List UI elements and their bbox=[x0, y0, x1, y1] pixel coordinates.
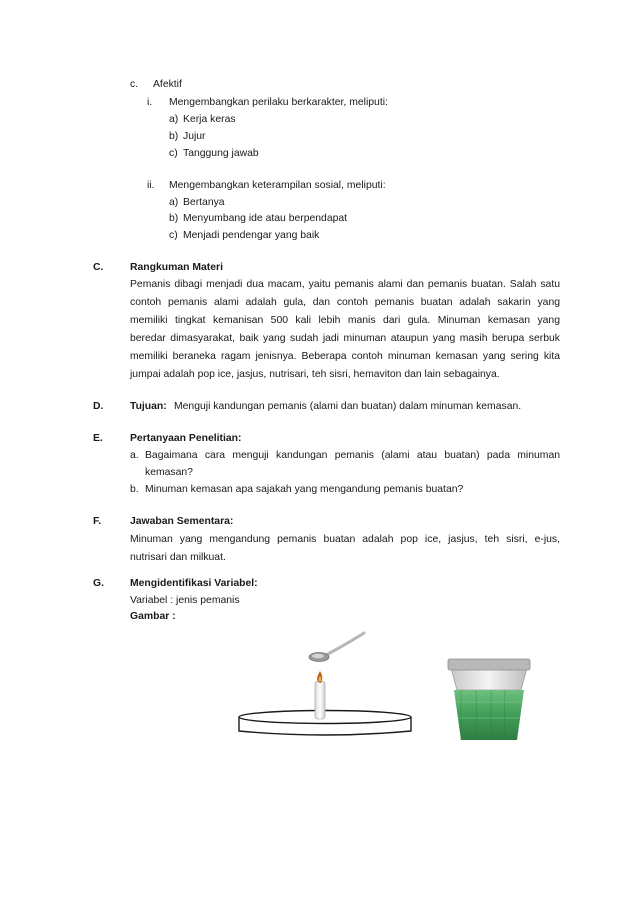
afektif-g2-item-3-marker: c) bbox=[169, 230, 178, 241]
jawaban-marker: F. bbox=[93, 516, 102, 527]
afektif-marker: c. bbox=[130, 79, 139, 90]
afektif-g2-item-1-text: Bertanya bbox=[183, 197, 225, 208]
variabel-line: Variabel : jenis pemanis bbox=[130, 595, 240, 606]
rangkuman-line-2: contoh pemanis alami adalah gula, dan contoh pemanis buatan adalah sakarin yang bbox=[130, 297, 560, 308]
afektif-g2-item-2-text: Menyumbang ide atau berpendapat bbox=[183, 213, 348, 224]
afektif-g1-item-1-text: Kerja keras bbox=[183, 114, 236, 125]
spoon-icon bbox=[309, 633, 364, 662]
afektif-g1-item-2-marker: b) bbox=[169, 131, 179, 142]
jawaban-line-1: Minuman yang mengandung pemanis buatan adalah pop ice, jasjus, teh sisri, e-jus, bbox=[130, 534, 560, 545]
gambar-label: Gambar : bbox=[130, 611, 176, 622]
afektif-group-2-marker: ii. bbox=[147, 180, 155, 191]
pertanyaan-item-1-line-1: Bagaimana cara menguji kandungan pemanis (alami atau buatan) pada minuman bbox=[145, 450, 560, 461]
afektif-title: Afektif bbox=[153, 79, 182, 90]
pertanyaan-item-1-marker: a. bbox=[130, 450, 139, 461]
afektif-g2-item-3-text: Menjadi pendengar yang baik bbox=[183, 230, 320, 241]
pertanyaan-title: Pertanyaan Penelitian: bbox=[130, 433, 242, 444]
candle-icon bbox=[315, 671, 325, 719]
afektif-group-1-marker: i. bbox=[147, 97, 153, 108]
jawaban-line-2: nutrisari dan milkuat. bbox=[130, 552, 226, 563]
afektif-g1-item-3-text: Tanggung jawab bbox=[183, 148, 259, 159]
tujuan-text: Menguji kandungan pemanis (alami dan buatan) dalam minuman kemasan. bbox=[174, 401, 522, 412]
tujuan-marker: D. bbox=[93, 401, 104, 412]
cup-of-green-drink-icon bbox=[448, 659, 530, 740]
rangkuman-line-5: memiliki beraneka ragam jenisnya. Beberapa contoh minuman kemasan yang sering kita bbox=[130, 351, 560, 362]
afektif-g1-item-3-marker: c) bbox=[169, 148, 178, 159]
rangkuman-line-3: memiliki tingkat kemanisan 500 kali lebih manis dari gula. Minuman kemasan yang bbox=[130, 315, 560, 326]
rangkuman-line-1: Pemanis dibagi menjadi dua macam, yaitu pemanis alami dan pemanis buatan. Salah satu bbox=[130, 279, 560, 290]
pertanyaan-item-2-marker: b. bbox=[130, 484, 139, 495]
afektif-group-2-text: Mengembangkan keterampilan sosial, meliputi: bbox=[169, 180, 386, 191]
rangkuman-marker: C. bbox=[93, 262, 104, 273]
afektif-group-1-text: Mengembangkan perilaku berkarakter, meliputi: bbox=[169, 97, 388, 108]
rangkuman-title: Rangkuman Materi bbox=[130, 262, 223, 273]
rangkuman-line-6: jumpai adalah pop ice, jasjus, nutrisari, teh sisri, hemaviton dan lain sebagainya. bbox=[130, 369, 500, 380]
tujuan-label: Tujuan: bbox=[130, 401, 167, 412]
pertanyaan-marker: E. bbox=[93, 433, 103, 444]
rangkuman-line-4: beredar dimasyarakat, baik yang sudah jadi minuman ataupun yang masih berupa serbuk bbox=[130, 333, 560, 344]
variabel-title: Mengidentifikasi Variabel: bbox=[130, 578, 258, 589]
afektif-g1-item-2-text: Jujur bbox=[183, 131, 206, 142]
afektif-g1-item-1-marker: a) bbox=[169, 114, 179, 125]
jawaban-title: Jawaban Sementara: bbox=[130, 516, 234, 527]
pertanyaan-item-2-line-1: Minuman kemasan apa sajakah yang mengandung pemanis buatan? bbox=[145, 484, 464, 495]
variabel-marker: G. bbox=[93, 578, 104, 589]
pertanyaan-item-1-line-2: kemasan? bbox=[145, 467, 193, 478]
afektif-g2-item-2-marker: b) bbox=[169, 213, 179, 224]
afektif-g2-item-1-marker: a) bbox=[169, 197, 179, 208]
